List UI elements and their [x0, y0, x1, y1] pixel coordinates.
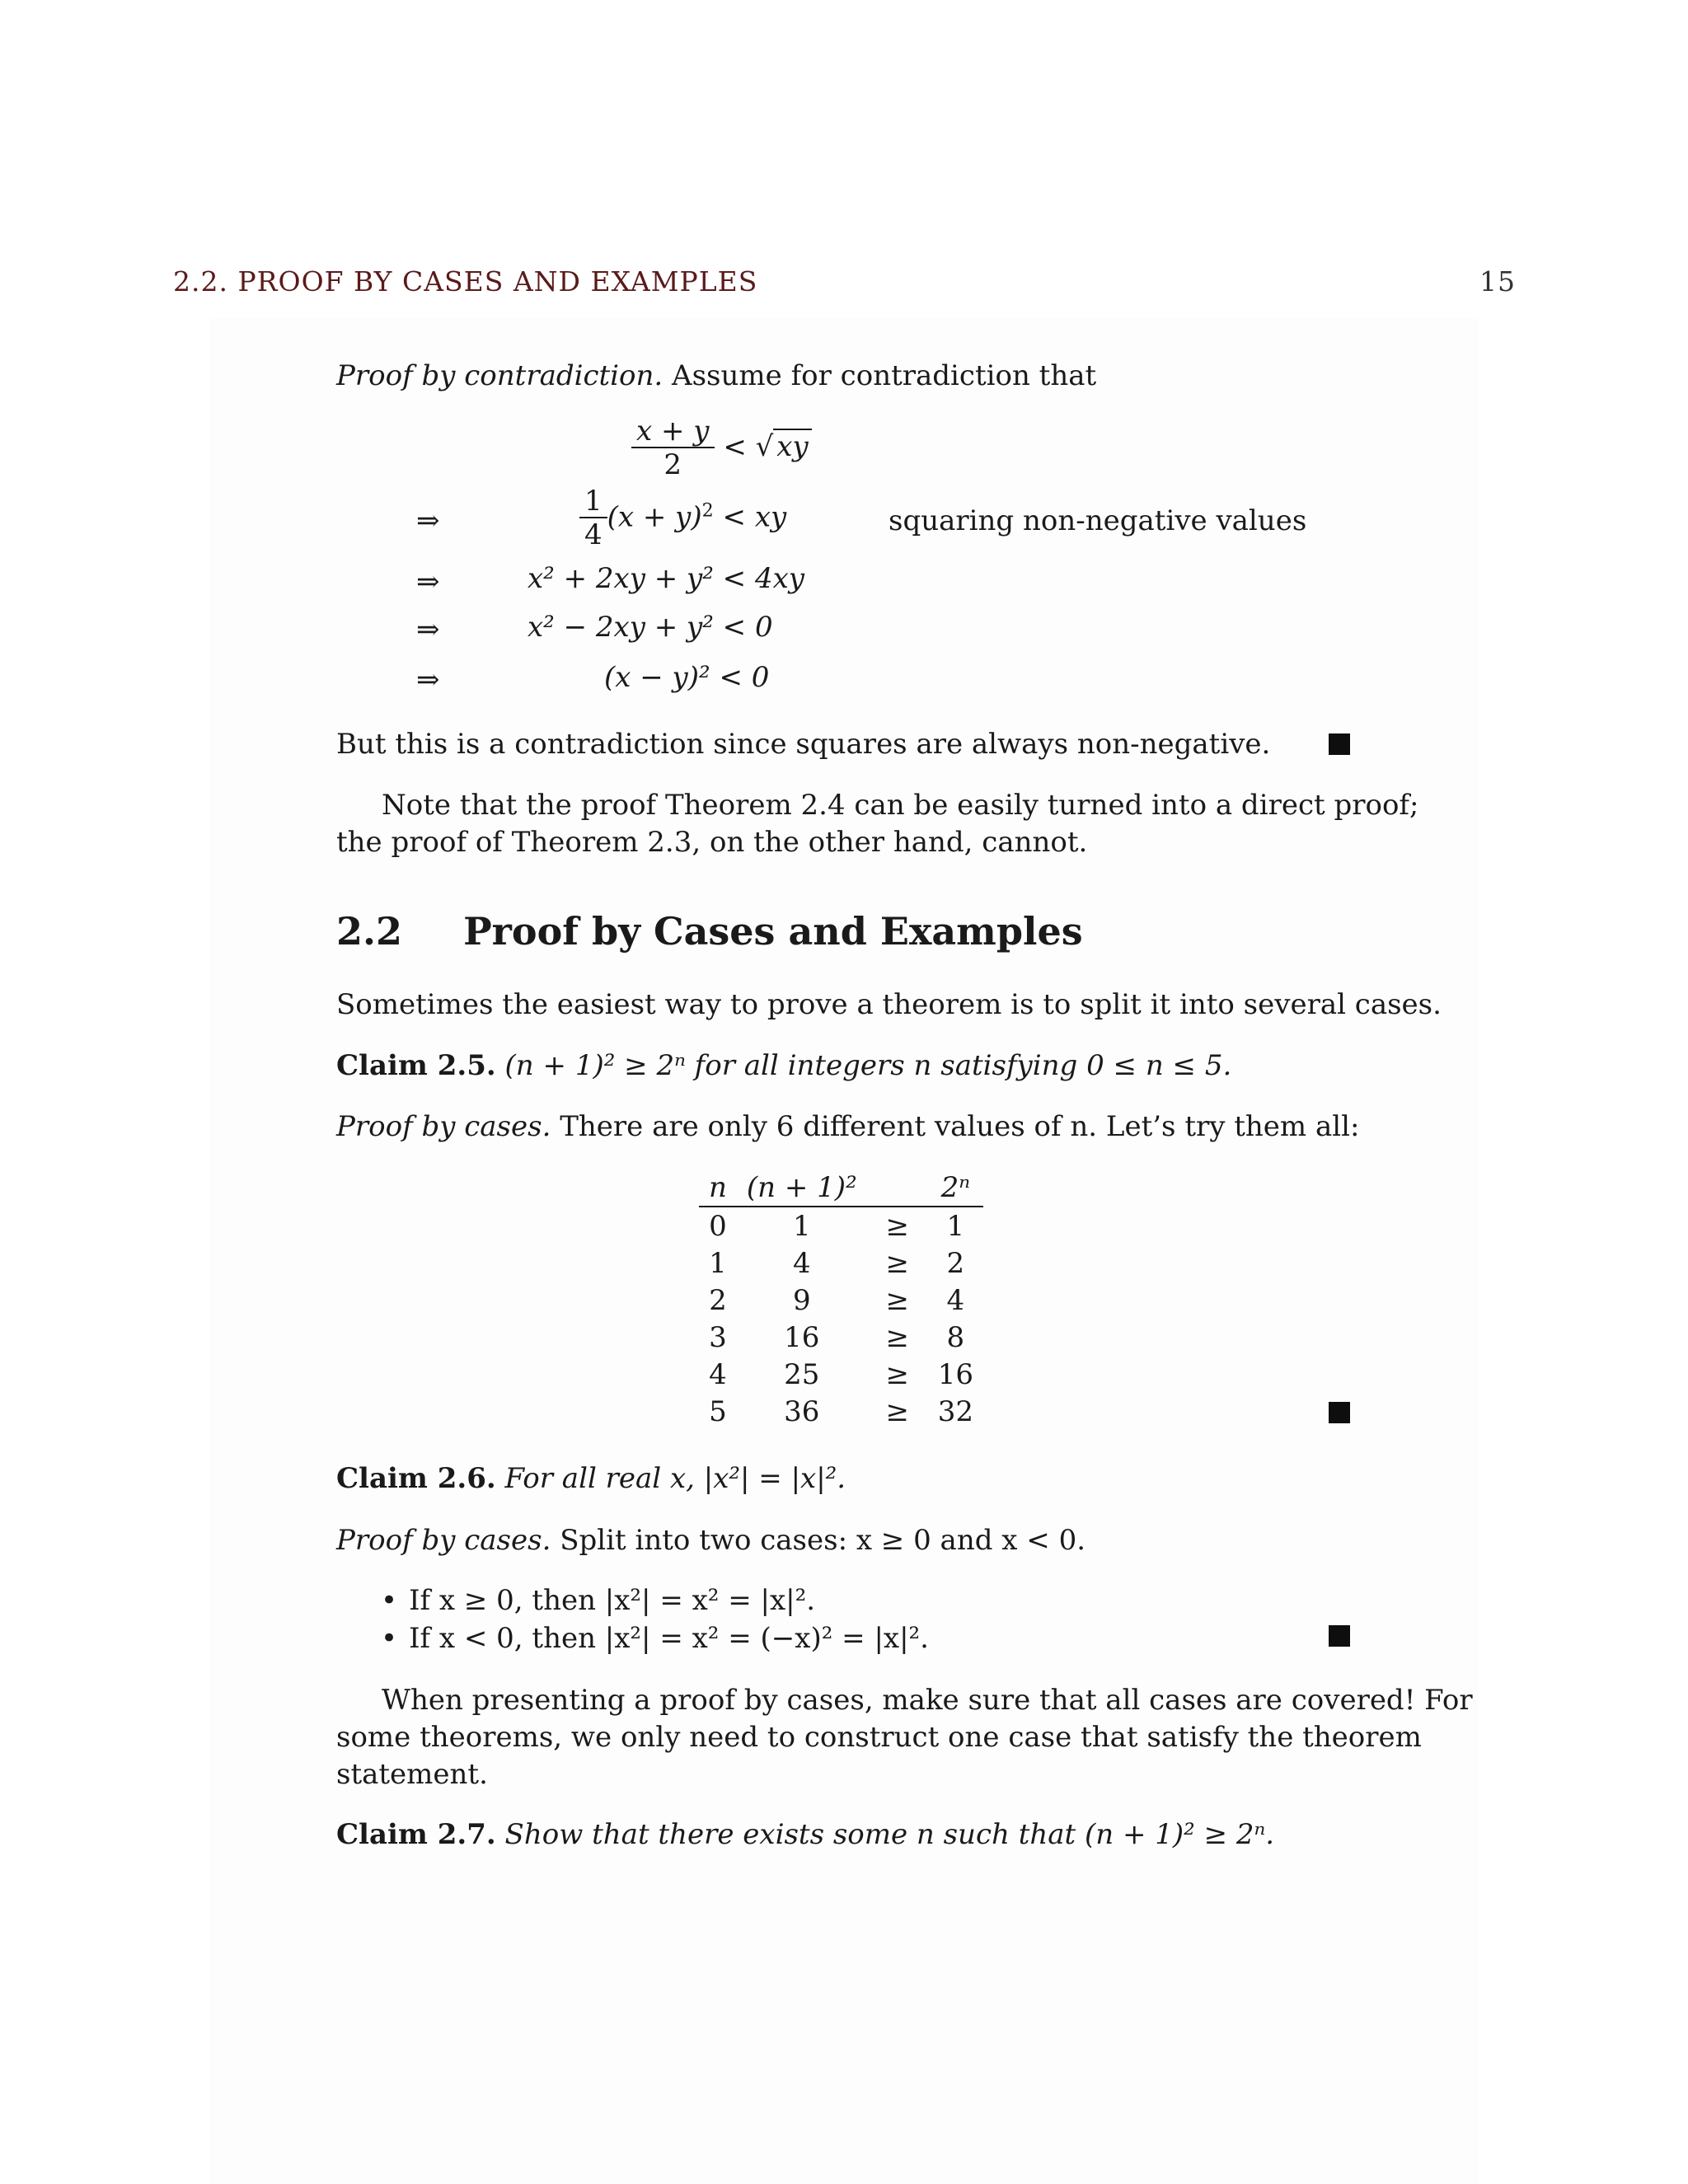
table-row: 3 16 ≥ 8: [709, 1320, 965, 1354]
math-line-1: $\frac{x + y}{2}$ < √ xy: [631, 416, 812, 481]
table-header-row: [699, 1169, 983, 1207]
implies-arrow: ⇒: [416, 663, 440, 696]
math-line-3: x² + 2xy + y² < 4xy: [528, 562, 804, 595]
proof-text: There are only 6 different values of n. Let’s try them all:: [560, 1110, 1360, 1143]
bullet-item: • If x ≥ 0, then |x²| = x² = |x|².: [381, 1584, 816, 1617]
qed-square-icon: [1329, 1625, 1350, 1647]
implies-arrow: ⇒: [416, 565, 440, 598]
claim-statement: For all real x, |x²| = |x|².: [504, 1462, 846, 1495]
proof-cases-2: [336, 1524, 1085, 1557]
math-line-5: (x − y)² < 0: [604, 661, 770, 694]
table-header: 2ⁿ: [928, 1169, 983, 1207]
claim-2-7: [336, 1818, 1274, 1851]
implies-arrow: ⇒: [416, 613, 440, 646]
claim-statement: (n + 1)² ≥ 2ⁿ for all integers n satisfying 0 ≤ n ≤ 5.: [504, 1049, 1232, 1082]
claim-statement: Show that there exists some n such that (n + 1)² ≥ 2ⁿ.: [504, 1818, 1275, 1851]
math-line-2: $\frac{1}{4}$ $(x + y)^2$ < xy: [579, 486, 786, 551]
values-table: [699, 1169, 983, 1430]
table-header: (n + 1)²: [737, 1169, 867, 1207]
running-header: 2.2. PROOF BY CASES AND EXAMPLES: [173, 265, 758, 298]
remark-line-1: When presenting a proof by cases, make sure that all cases are covered! For: [382, 1684, 1473, 1717]
proof-cases-intro: [336, 1110, 1359, 1143]
section-number: 2.2: [336, 909, 403, 954]
proof-label: Proof by cases.: [336, 1110, 551, 1143]
claim-label: Claim 2.7.: [336, 1818, 496, 1851]
section-title: Proof by Cases and Examples: [463, 909, 1083, 954]
fraction-one-quarter: $\frac{1}{4}$: [579, 486, 607, 551]
math-line-4: x² − 2xy + y² < 0: [528, 611, 773, 644]
values-table-wrapper: [699, 1169, 983, 1430]
sqrt-xy: √ xy: [756, 430, 812, 463]
qed-square-icon: [1329, 1402, 1350, 1423]
table-row: 0 1 ≥ 1: [709, 1209, 965, 1243]
table-header: [867, 1169, 928, 1207]
qed-square-icon: [1329, 733, 1350, 755]
claim-2-6: [336, 1462, 846, 1495]
section-heading: [336, 909, 1083, 954]
bullet-icon: •: [381, 1584, 398, 1617]
contradiction-conclusion: But this is a contradiction since squares are always non-negative.: [336, 728, 1271, 761]
note-line-1: Note that the proof Theorem 2.4 can be easily turned into a direct proof;: [382, 789, 1419, 822]
note-line-2: the proof of Theorem 2.3, on the other hand, cannot.: [336, 826, 1088, 859]
section-intro: Sometimes the easiest way to prove a theorem is to split it into several cases.: [336, 988, 1442, 1021]
table-row: 1 4 ≥ 2: [709, 1246, 965, 1280]
page-number: 15: [1479, 265, 1516, 298]
table-row: 2 9 ≥ 4: [709, 1283, 965, 1317]
claim-2-5: [336, 1049, 1231, 1082]
table-header: n: [699, 1169, 737, 1207]
remark-line-3: statement.: [336, 1758, 488, 1791]
proof-label: Proof by contradiction.: [336, 359, 663, 392]
remark-line-2: some theorems, we only need to construct one case that satisfy the theorem: [336, 1721, 1422, 1754]
fraction-x-plus-y-over-2: $\frac{x + y}{2}$: [631, 416, 715, 481]
table-row: 4 25 ≥ 16: [709, 1357, 973, 1391]
annotation-squaring: squaring non-negative values: [889, 504, 1307, 537]
proof-intro-text: Assume for contradiction that: [672, 359, 1097, 392]
table-row: 5 36 ≥ 32: [709, 1394, 973, 1428]
implies-arrow: ⇒: [416, 504, 440, 537]
bullet-item: • If x < 0, then |x²| = x² = (−x)² = |x|².: [381, 1622, 929, 1655]
claim-label: Claim 2.5.: [336, 1049, 496, 1082]
proof-text: Split into two cases: x ≥ 0 and x < 0.: [560, 1524, 1086, 1557]
proof-contradiction-intro: [336, 359, 1096, 392]
proof-label: Proof by cases.: [336, 1524, 551, 1557]
claim-label: Claim 2.6.: [336, 1462, 496, 1495]
bullet-icon: •: [381, 1622, 398, 1655]
